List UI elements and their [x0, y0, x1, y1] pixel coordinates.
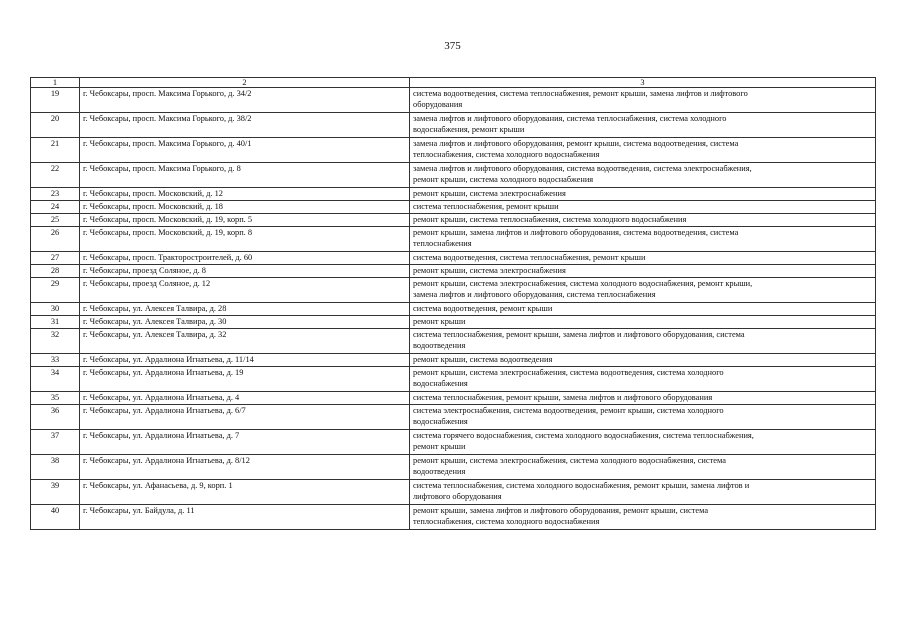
row-number-cell: 34 [31, 367, 80, 392]
table-row [31, 303, 876, 316]
row-number-cell: 33 [31, 354, 80, 367]
works-table [30, 77, 876, 530]
table-row [31, 505, 876, 530]
address-cell: г. Чебоксары, ул. Алексея Талвира, д. 32 [80, 329, 410, 354]
row-number-cell: 38 [31, 455, 80, 480]
address-cell: г. Чебоксары, просп. Максима Горького, д. 40/1 [80, 138, 410, 163]
works-cell: система электроснабжения, система водоотведения, ремонт крыши, система холодного водоснабжения [410, 405, 876, 430]
works-cell: система теплоснабжения, ремонт крыши, замена лифтов и лифтового оборудования, система водоотведения [410, 329, 876, 354]
address-cell: г. Чебоксары, проезд Соляное, д. 12 [80, 278, 410, 303]
row-number-cell: 35 [31, 392, 80, 405]
works-cell: система водоотведения, ремонт крыши [410, 303, 876, 316]
table-row [31, 214, 876, 227]
table-row [31, 430, 876, 455]
table-row [31, 252, 876, 265]
works-cell: ремонт крыши, система водоотведения [410, 354, 876, 367]
table-row [31, 201, 876, 214]
address-cell: г. Чебоксары, ул. Байдула, д. 11 [80, 505, 410, 530]
row-number-cell: 24 [31, 201, 80, 214]
works-cell: система горячего водоснабжения, система холодного водоснабжения, система теплоснабжения, ремонт крыши [410, 430, 876, 455]
row-number-cell: 19 [31, 88, 80, 113]
table-header-row [31, 78, 876, 88]
table-row [31, 480, 876, 505]
table-row [31, 113, 876, 138]
table-row [31, 278, 876, 303]
table-row [31, 354, 876, 367]
table-row [31, 265, 876, 278]
row-number-cell: 28 [31, 265, 80, 278]
works-cell: замена лифтов и лифтового оборудования, система водоотведения, система электроснабжения, ремонт крыши, система холодного водоснабжения [410, 163, 876, 188]
address-cell: г. Чебоксары, просп. Максима Горького, д. 8 [80, 163, 410, 188]
table-row [31, 316, 876, 329]
table-row [31, 455, 876, 480]
works-cell: ремонт крыши, система электроснабжения, система холодного водоснабжения, система водоотведения [410, 455, 876, 480]
row-number-cell: 22 [31, 163, 80, 188]
row-number-cell: 39 [31, 480, 80, 505]
address-cell: г. Чебоксары, ул. Ардалиона Игнатьева, д. 8/12 [80, 455, 410, 480]
address-cell: г. Чебоксары, ул. Алексея Талвира, д. 30 [80, 316, 410, 329]
table-row [31, 367, 876, 392]
works-cell: система теплоснабжения, система холодного водоснабжения, ремонт крыши, замена лифтов и лифтового оборудования [410, 480, 876, 505]
row-number-cell: 26 [31, 227, 80, 252]
table-row [31, 392, 876, 405]
works-cell: система водоотведения, система теплоснабжения, ремонт крыши, замена лифтов и лифтового оборудования [410, 88, 876, 113]
table-row [31, 88, 876, 113]
address-cell: г. Чебоксары, ул. Афанасьева, д. 9, корп. 1 [80, 480, 410, 505]
row-number-cell: 32 [31, 329, 80, 354]
address-cell: г. Чебоксары, просп. Тракторостроителей, д. 60 [80, 252, 410, 265]
row-number-cell: 40 [31, 505, 80, 530]
works-cell: ремонт крыши, система электроснабжения [410, 188, 876, 201]
page-number: 375 [444, 40, 461, 52]
row-number-cell: 23 [31, 188, 80, 201]
address-cell: г. Чебоксары, просп. Московский, д. 19, корп. 8 [80, 227, 410, 252]
table-row [31, 329, 876, 354]
table-row [31, 138, 876, 163]
address-cell: г. Чебоксары, ул. Алексея Талвира, д. 28 [80, 303, 410, 316]
works-cell: замена лифтов и лифтового оборудования, система теплоснабжения, система холодного водоснабжения, ремонт крыши [410, 113, 876, 138]
address-cell: г. Чебоксары, ул. Ардалиона Игнатьева, д. 6/7 [80, 405, 410, 430]
address-cell: г. Чебоксары, ул. Ардалиона Игнатьева, д. 7 [80, 430, 410, 455]
table-row [31, 163, 876, 188]
works-cell: ремонт крыши, система теплоснабжения, система холодного водоснабжения [410, 214, 876, 227]
address-cell: г. Чебоксары, просп. Московский, д. 12 [80, 188, 410, 201]
address-cell: г. Чебоксары, ул. Ардалиона Игнатьева, д. 19 [80, 367, 410, 392]
address-cell: г. Чебоксары, ул. Ардалиона Игнатьева, д. 4 [80, 392, 410, 405]
table-row [31, 227, 876, 252]
column-header-number: 1 [31, 78, 80, 88]
works-cell: система водоотведения, система теплоснабжения, ремонт крыши [410, 252, 876, 265]
works-cell: система теплоснабжения, ремонт крыши, замена лифтов и лифтового оборудования [410, 392, 876, 405]
works-cell: ремонт крыши [410, 316, 876, 329]
column-header-works: 3 [410, 78, 876, 88]
works-cell: ремонт крыши, система электроснабжения, система холодного водоснабжения, ремонт крыши, замена лифтов и лифтового оборудования, система теплоснабжения [410, 278, 876, 303]
works-cell: ремонт крыши, система электроснабжения [410, 265, 876, 278]
row-number-cell: 20 [31, 113, 80, 138]
works-cell: ремонт крыши, замена лифтов и лифтового оборудования, система водоотведения, система теплоснабжения [410, 227, 876, 252]
row-number-cell: 29 [31, 278, 80, 303]
works-cell: ремонт крыши, замена лифтов и лифтового оборудования, ремонт крыши, система теплоснабжения, система холодного водоснабжения [410, 505, 876, 530]
works-cell: ремонт крыши, система электроснабжения, система водоотведения, система холодного водоснабжения [410, 367, 876, 392]
table-row [31, 188, 876, 201]
row-number-cell: 36 [31, 405, 80, 430]
row-number-cell: 37 [31, 430, 80, 455]
address-cell: г. Чебоксары, просп. Московский, д. 19, корп. 5 [80, 214, 410, 227]
works-cell: система теплоснабжения, ремонт крыши [410, 201, 876, 214]
table-row [31, 405, 876, 430]
table-body [31, 78, 876, 530]
address-cell: г. Чебоксары, ул. Ардалиона Игнатьева, д. 11/14 [80, 354, 410, 367]
address-cell: г. Чебоксары, проезд Соляное, д. 8 [80, 265, 410, 278]
row-number-cell: 31 [31, 316, 80, 329]
column-header-address: 2 [80, 78, 410, 88]
row-number-cell: 25 [31, 214, 80, 227]
row-number-cell: 30 [31, 303, 80, 316]
row-number-cell: 27 [31, 252, 80, 265]
row-number-cell: 21 [31, 138, 80, 163]
works-cell: замена лифтов и лифтового оборудования, ремонт крыши, система водоотведения, система теплоснабжения, система холодного водоснабжения [410, 138, 876, 163]
address-cell: г. Чебоксары, просп. Московский, д. 18 [80, 201, 410, 214]
address-cell: г. Чебоксары, просп. Максима Горького, д. 38/2 [80, 113, 410, 138]
address-cell: г. Чебоксары, просп. Максима Горького, д. 34/2 [80, 88, 410, 113]
